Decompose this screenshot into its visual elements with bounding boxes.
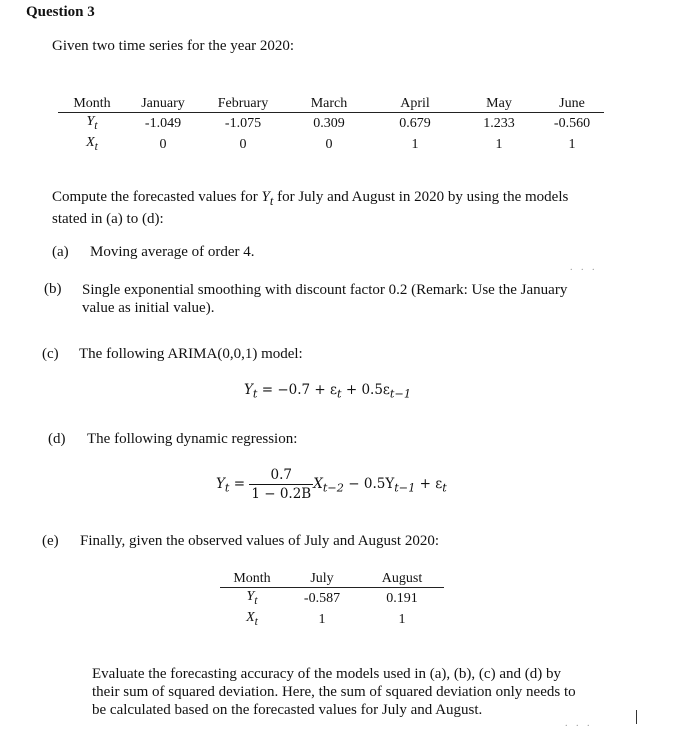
faint-dots-2: . . . (565, 718, 593, 729)
header-june: June (540, 95, 604, 113)
part-b-label: (b) (44, 281, 62, 297)
text-cursor (636, 710, 637, 724)
intro-text: Given two time series for the year 2020: (52, 38, 295, 54)
dynamic-regression-equation: $Y_t$ = $\frac{0.7}{1 - 0.2B}$ $X_{t-2} - 0.5Y_{t-1} + \varepsilon_t$ (216, 467, 447, 502)
compute-line-1: Compute the forecasted values for $Y_t$ for July and August in 2020 by using the models (52, 189, 569, 208)
row-label-y: $Y_t$ (86, 114, 98, 132)
header-january: January (126, 95, 200, 113)
x-january: 0 (159, 136, 167, 152)
compute-paragraph (52, 188, 642, 228)
part-b-line-2: value as initial value). (82, 300, 215, 316)
obs-header-july: July (284, 570, 360, 588)
series-header-row (58, 95, 604, 113)
fraction-denominator: 1 − 0.2B (251, 486, 312, 502)
header-april: April (372, 95, 458, 113)
fraction-numerator: 0.7 (249, 467, 313, 485)
x-july: 1 (318, 611, 326, 627)
obs-header-month: Month (220, 570, 284, 588)
observed-table (220, 570, 444, 630)
arima-equation: $Y_t = -0.7 + \varepsilon_t + 0.5\varepsilon_{t-1}$ (244, 382, 412, 401)
part-d-label: (d) (48, 431, 66, 447)
y-july: -0.587 (303, 590, 341, 606)
y-may: 1.233 (483, 115, 515, 131)
compute-line-2: stated in (a) to (d): (52, 211, 164, 227)
x-august: 1 (398, 611, 406, 627)
part-b-text (82, 281, 642, 317)
y-january: -1.049 (144, 115, 182, 131)
obs-header-august: August (360, 570, 444, 588)
y-august: 0.191 (386, 590, 418, 606)
obs-row-label-y: $Y_t$ (246, 589, 258, 607)
part-a-label: (a) (52, 244, 69, 260)
question-title: Question 3 (26, 4, 95, 20)
header-march: March (286, 95, 372, 113)
series-table (58, 95, 604, 155)
part-c-label: (c) (42, 346, 59, 362)
evaluate-line-2: their sum of squared deviation. Here, the sum of squared deviation only needs to (92, 684, 576, 700)
observed-y-row (220, 588, 444, 609)
header-february: February (200, 95, 286, 113)
x-february: 0 (239, 136, 247, 152)
part-a-text: Moving average of order 4. (90, 244, 255, 260)
part-e-text: Finally, given the observed values of July and August 2020: (80, 533, 439, 549)
observed-header-row (220, 570, 444, 588)
part-d-text: The following dynamic regression: (87, 431, 298, 447)
regression-fraction (249, 467, 313, 502)
x-may: 1 (495, 136, 503, 152)
y-february: -1.075 (224, 115, 262, 131)
evaluate-line-3: be calculated based on the forecasted values for July and August. (92, 702, 483, 718)
row-label-x: $X_t$ (86, 134, 98, 153)
evaluate-line-1: Evaluate the forecasting accuracy of the models used in (a), (b), (c) and (d) by (92, 666, 561, 682)
part-c-text: The following ARIMA(0,0,1) model: (79, 346, 303, 362)
header-month: Month (58, 95, 126, 113)
y-march: 0.309 (313, 115, 345, 131)
y-june: -0.560 (553, 115, 591, 131)
y-april: 0.679 (399, 115, 431, 131)
header-may: May (458, 95, 540, 113)
series-y-row (58, 113, 604, 134)
x-march: 0 (325, 136, 333, 152)
faint-dots-1: . . . (570, 262, 598, 273)
part-e-label: (e) (42, 533, 59, 549)
part-b-line-1: Single exponential smoothing with discount factor 0.2 (Remark: Use the January (82, 282, 568, 298)
x-june: 1 (568, 136, 576, 152)
series-x-row (58, 134, 604, 155)
obs-row-label-x: $X_t$ (246, 609, 258, 628)
x-april: 1 (411, 136, 419, 152)
evaluate-paragraph (92, 665, 632, 719)
observed-x-row (220, 609, 444, 630)
